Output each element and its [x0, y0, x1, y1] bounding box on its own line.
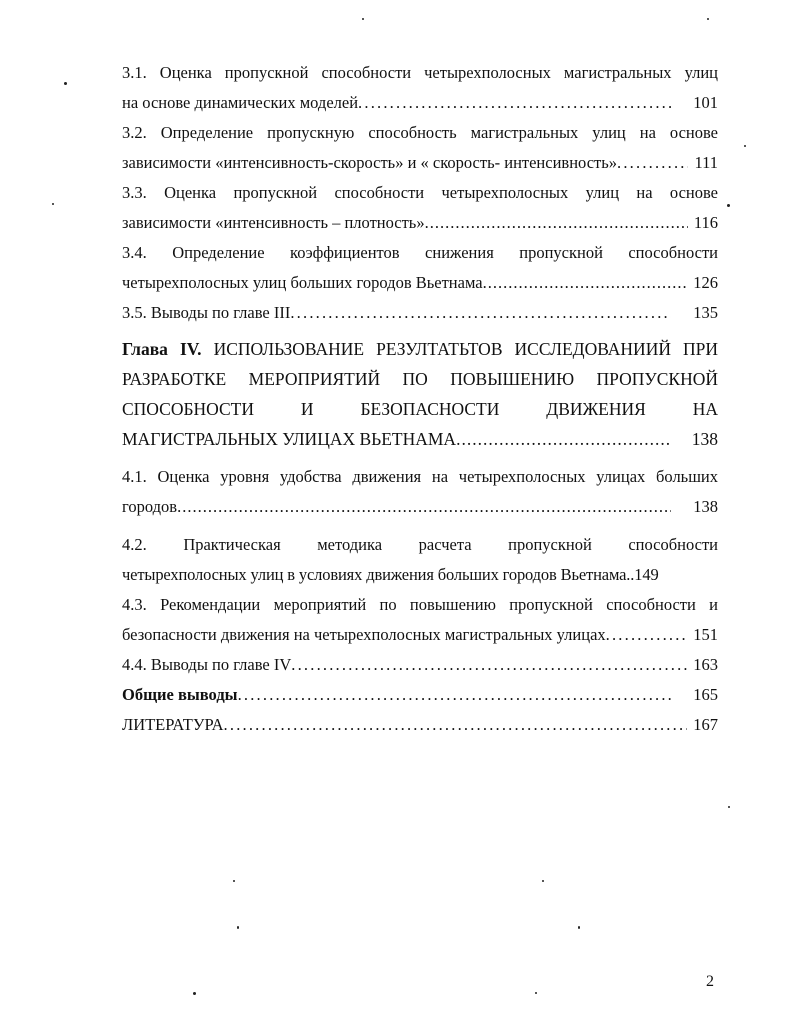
- toc-entry-literature: [122, 710, 718, 740]
- chapter-4-title-part1: ИСПОЛЬЗОВАНИЕ РЕЗУЛТАТЬТОВ ИССЛЕДОВАНИИЙ ПРИ: [213, 339, 718, 359]
- toc-entry-3-5-title: 3.5. Выводы по главе III: [122, 303, 291, 322]
- scan-speck: [728, 806, 730, 808]
- chapter-4-heading-line1: [122, 334, 718, 364]
- toc-entry-3-3-line2: [122, 208, 718, 238]
- toc-entry-3-5-page: 135: [693, 303, 718, 322]
- toc-entry-4-2-line1: 4.2. Практическая методика расчета пропускной способности: [122, 535, 718, 554]
- chapter-4-label: Глава IV.: [122, 339, 202, 359]
- toc-entry-3-2-page: 111: [694, 153, 718, 172]
- scan-speck: [64, 82, 67, 85]
- toc-entry-3-2-line2: [122, 148, 718, 178]
- dot-leader: [606, 620, 688, 650]
- scan-speck: [233, 880, 235, 882]
- toc-entry-4-4: [122, 650, 718, 680]
- scan-speck: [362, 18, 364, 20]
- scan-speck: [727, 204, 730, 207]
- dot-leader: [617, 148, 688, 178]
- dot-leader: [358, 88, 671, 118]
- chapter-4-heading-line4: [122, 424, 718, 454]
- toc-entry-3-1-page: 101: [693, 93, 718, 112]
- toc-entry-3-3-line1: 3.3. Оценка пропускной способности четырехполосных улиц на основе: [122, 183, 718, 202]
- chapter-4-title-end: МАГИСТРАЛЬНЫХ УЛИЦАХ ВЬЕТНАМА: [122, 429, 457, 449]
- toc-entry-3-4-title-end: четырехполосных улиц больших городов Вьетнама: [122, 273, 483, 292]
- dot-leader: [425, 208, 688, 238]
- chapter-4-page: 138: [691, 429, 718, 449]
- table-of-contents: [122, 58, 718, 740]
- chapter-4-heading-line3: СПОСОБНОСТИ И БЕЗОПАСНОСТИ ДВИЖЕНИЯ НА: [122, 399, 718, 419]
- toc-entry-4-3-line2: [122, 620, 718, 650]
- dot-leader: [290, 298, 671, 328]
- scan-speck: [578, 926, 580, 929]
- toc-entry-conclusions: [122, 680, 718, 710]
- toc-entry-3-4-page: 126: [693, 273, 718, 292]
- dot-leader: [456, 424, 670, 454]
- toc-entry-literature-title: ЛИТЕРАТУРА: [122, 715, 224, 734]
- toc-entry-3-3-title-end: зависимости «интенсивность – плотность»: [122, 213, 425, 232]
- toc-entry-3-5: [122, 298, 718, 328]
- scan-speck: [237, 926, 239, 929]
- dot-leader: [224, 710, 688, 740]
- toc-entry-4-4-page: 163: [693, 655, 718, 674]
- toc-entry-4-1-page: 138: [693, 497, 718, 516]
- toc-entry-3-1-title-end: на основе динамических моделей: [122, 93, 359, 112]
- toc-entry-conclusions-title: Общие выводы: [122, 685, 238, 704]
- toc-entry-4-1-line1: 4.1. Оценка уровня удобства движения на четырехполосных улицах больших: [122, 467, 718, 486]
- toc-entry-4-3-title-end: безопасности движения на четырехполосных магистральных улицах: [122, 625, 606, 644]
- chapter-4-heading-line2: РАЗРАБОТКЕ МЕРОПРИЯТИЙ ПО ПОВЫШЕНИЮ ПРОПУСКНОЙ: [122, 369, 718, 389]
- toc-entry-4-3-page: 151: [693, 625, 718, 644]
- page-number: 2: [706, 973, 714, 990]
- toc-entry-3-1-line2: [122, 88, 718, 118]
- toc-entry-4-1-line2: [122, 492, 718, 522]
- scan-speck: [542, 880, 544, 882]
- toc-entry-3-2-line1: 3.2. Определение пропускную способность магистральных улиц на основе: [122, 123, 718, 142]
- toc-entry-4-1-title-end: городов: [122, 497, 178, 516]
- toc-entry-3-2-title-end: зависимости «интенсивность-скорость» и « скорость- интенсивность»: [122, 153, 618, 172]
- toc-entry-4-4-title: 4.4. Выводы по главе IV: [122, 655, 292, 674]
- toc-entry-3-3-page: 116: [693, 213, 718, 232]
- toc-entry-3-4-line1: 3.4. Определение коэффициентов снижения пропускной способности: [122, 243, 718, 262]
- dot-leader: [291, 650, 687, 680]
- toc-entry-3-1-line1: 3.1. Оценка пропускной способности четырехполосных магистральных улиц: [122, 63, 718, 82]
- toc-entry-4-2-line2: четырехполосных улиц в условиях движения больших городов Вьетнама..149: [122, 565, 659, 584]
- scan-speck: [744, 145, 746, 147]
- toc-entry-conclusions-page: 165: [693, 685, 718, 704]
- dot-leader: [238, 680, 672, 710]
- scan-speck: [707, 18, 709, 20]
- toc-entry-4-3-line1: 4.3. Рекомендации мероприятий по повышению пропускной способности и: [122, 595, 718, 614]
- toc-entry-3-4-line2: [122, 268, 718, 298]
- scan-speck: [535, 992, 537, 994]
- scan-speck: [52, 203, 54, 205]
- dot-leader: [483, 268, 688, 298]
- toc-entry-literature-page: 167: [693, 715, 718, 734]
- scan-speck: [193, 992, 196, 995]
- dot-leader: [177, 492, 671, 522]
